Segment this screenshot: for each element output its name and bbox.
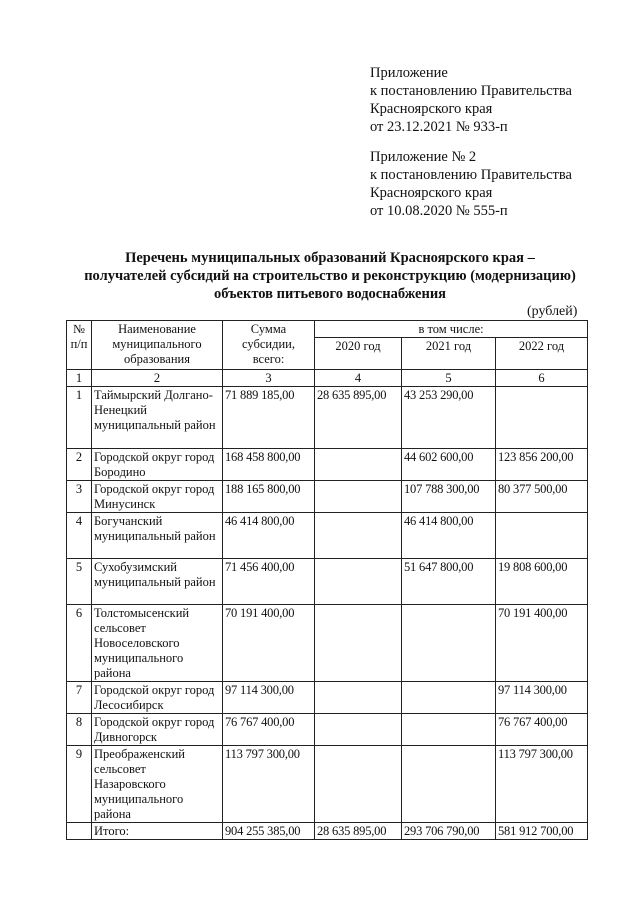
table-row bbox=[67, 449, 588, 481]
row-2021: 107 788 300,00 bbox=[402, 481, 496, 513]
row-total: 168 458 800,00 bbox=[223, 449, 315, 481]
total-2021: 293 706 790,00 bbox=[402, 823, 496, 840]
row-name: Сухобузимский муниципальный район bbox=[92, 559, 223, 605]
row-number: 3 bbox=[67, 481, 92, 513]
row-2022: 76 767 400,00 bbox=[496, 714, 588, 746]
row-number: 8 bbox=[67, 714, 92, 746]
row-2020 bbox=[315, 559, 402, 605]
header-line: Красноярского края bbox=[370, 185, 493, 201]
row-total: 188 165 800,00 bbox=[223, 481, 315, 513]
appendix-header-original bbox=[370, 148, 610, 220]
row-2022: 80 377 500,00 bbox=[496, 481, 588, 513]
col-header-2022: 2022 год bbox=[496, 338, 588, 370]
header-line: Приложение bbox=[370, 65, 448, 81]
row-2020 bbox=[315, 449, 402, 481]
header-line: Красноярского края bbox=[370, 101, 493, 117]
subsidy-table bbox=[66, 320, 588, 840]
row-total: 71 889 185,00 bbox=[223, 387, 315, 449]
col-index: 2 bbox=[92, 370, 223, 387]
row-total: 46 414 800,00 bbox=[223, 513, 315, 559]
row-2021 bbox=[402, 682, 496, 714]
table-row bbox=[67, 513, 588, 559]
row-2020 bbox=[315, 605, 402, 682]
table-row bbox=[67, 714, 588, 746]
row-2021: 44 602 600,00 bbox=[402, 449, 496, 481]
row-2020 bbox=[315, 746, 402, 823]
units-label: (рублей) bbox=[527, 304, 578, 319]
table-total-row bbox=[67, 823, 588, 840]
column-index-row bbox=[67, 370, 588, 387]
row-number: 6 bbox=[67, 605, 92, 682]
row-2020 bbox=[315, 481, 402, 513]
row-number: 5 bbox=[67, 559, 92, 605]
row-number: 7 bbox=[67, 682, 92, 714]
row-total: 113 797 300,00 bbox=[223, 746, 315, 823]
col-header-name: Наименование муниципального образования bbox=[92, 321, 223, 370]
row-2022: 70 191 400,00 bbox=[496, 605, 588, 682]
col-header-including: в том числе: bbox=[315, 321, 588, 338]
row-2022: 113 797 300,00 bbox=[496, 746, 588, 823]
row-name: Богучанский муниципальный район bbox=[92, 513, 223, 559]
table-row bbox=[67, 682, 588, 714]
row-2020 bbox=[315, 714, 402, 746]
row-2022: 97 114 300,00 bbox=[496, 682, 588, 714]
row-2021 bbox=[402, 605, 496, 682]
table-row bbox=[67, 481, 588, 513]
row-name: Городской округ город Минусинск bbox=[92, 481, 223, 513]
row-number: 2 bbox=[67, 449, 92, 481]
row-total: 97 114 300,00 bbox=[223, 682, 315, 714]
row-name: Городской округ город Лесосибирск bbox=[92, 682, 223, 714]
row-2020: 28 635 895,00 bbox=[315, 387, 402, 449]
table-row bbox=[67, 559, 588, 605]
row-2022 bbox=[496, 387, 588, 449]
col-header-num: № п/п bbox=[67, 321, 92, 370]
title-line: Перечень муниципальных образований Красноярского края – bbox=[125, 250, 535, 266]
total-2020: 28 635 895,00 bbox=[315, 823, 402, 840]
col-index: 5 bbox=[402, 370, 496, 387]
table-row bbox=[67, 746, 588, 823]
row-2020 bbox=[315, 682, 402, 714]
row-number: 1 bbox=[67, 387, 92, 449]
total-2022: 581 912 700,00 bbox=[496, 823, 588, 840]
row-2021: 43 253 290,00 bbox=[402, 387, 496, 449]
header-line: к постановлению Правительства bbox=[370, 83, 572, 99]
title-line: объектов питьевого водоснабжения bbox=[213, 286, 447, 302]
col-index: 6 bbox=[496, 370, 588, 387]
row-name: Толстомысенский сельсовет Новоселовского муниципального района bbox=[92, 605, 223, 682]
document-title bbox=[40, 249, 620, 303]
row-name: Таймырский Долгано-Ненецкий муниципальный район bbox=[92, 387, 223, 449]
table-row bbox=[67, 605, 588, 682]
row-name: Преображенский сельсовет Назаровского муниципального района bbox=[92, 746, 223, 823]
row-total: 70 191 400,00 bbox=[223, 605, 315, 682]
total-sum: 904 255 385,00 bbox=[223, 823, 315, 840]
total-empty-cell bbox=[67, 823, 92, 840]
col-index: 3 bbox=[223, 370, 315, 387]
row-total: 71 456 400,00 bbox=[223, 559, 315, 605]
row-number: 4 bbox=[67, 513, 92, 559]
title-line: получателей субсидий на строительство и реконструкцию (модернизацию) bbox=[84, 268, 576, 284]
row-name: Городской округ город Дивногорск bbox=[92, 714, 223, 746]
table-header-row bbox=[67, 321, 588, 338]
row-2021: 46 414 800,00 bbox=[402, 513, 496, 559]
row-total: 76 767 400,00 bbox=[223, 714, 315, 746]
header-line: от 23.12.2021 № 933-п bbox=[370, 119, 508, 135]
table-row bbox=[67, 387, 588, 449]
row-2022: 19 808 600,00 bbox=[496, 559, 588, 605]
header-line: Приложение № 2 bbox=[370, 149, 477, 165]
col-header-2021: 2021 год bbox=[402, 338, 496, 370]
header-line: от 10.08.2020 № 555-п bbox=[370, 203, 508, 219]
row-name: Городской округ город Бородино bbox=[92, 449, 223, 481]
row-2021 bbox=[402, 714, 496, 746]
row-2020 bbox=[315, 513, 402, 559]
total-label: Итого: bbox=[92, 823, 223, 840]
header-line: к постановлению Правительства bbox=[370, 167, 572, 183]
col-index: 4 bbox=[315, 370, 402, 387]
col-index: 1 bbox=[67, 370, 92, 387]
appendix-header-current bbox=[370, 64, 610, 136]
row-2021 bbox=[402, 746, 496, 823]
row-number: 9 bbox=[67, 746, 92, 823]
row-2022: 123 856 200,00 bbox=[496, 449, 588, 481]
row-2022 bbox=[496, 513, 588, 559]
col-header-total: Сумма субсидии, всего: bbox=[223, 321, 315, 370]
col-header-2020: 2020 год bbox=[315, 338, 402, 370]
row-2021: 51 647 800,00 bbox=[402, 559, 496, 605]
